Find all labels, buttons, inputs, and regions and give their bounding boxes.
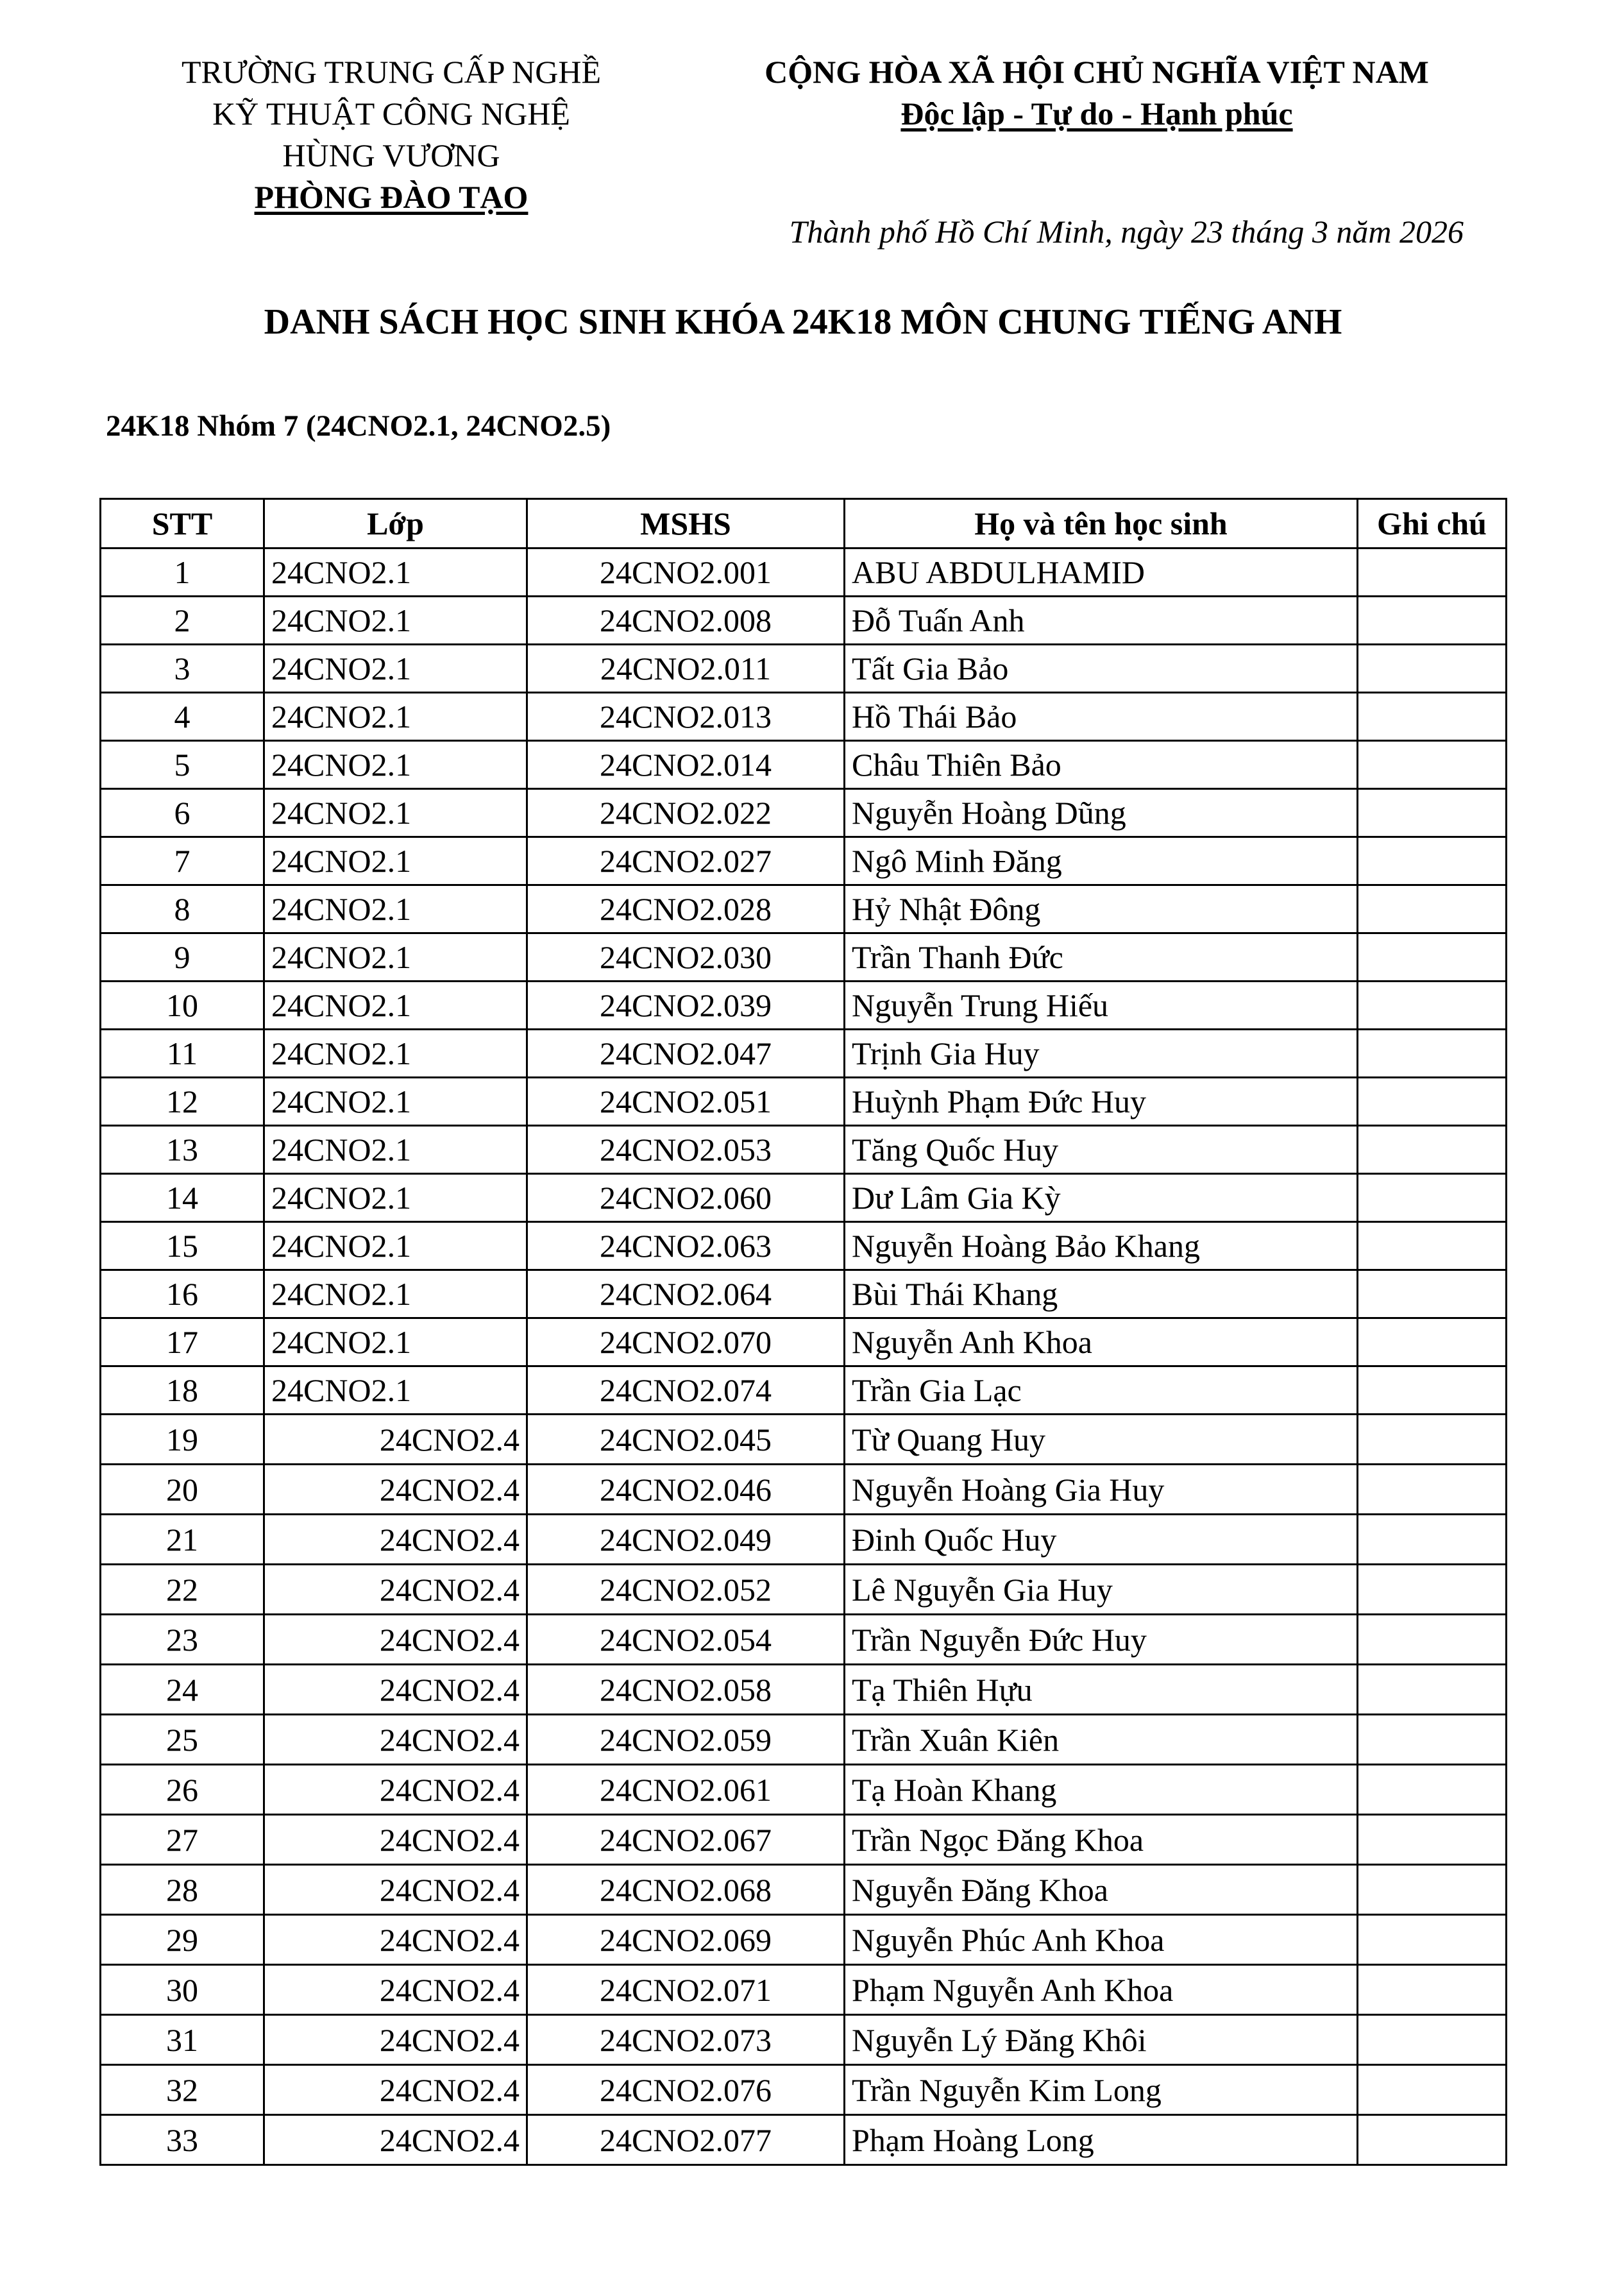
row-stt: 22 <box>101 1565 264 1615</box>
header-class: Lớp <box>264 499 527 548</box>
row-note <box>1358 1965 1507 2015</box>
table-row <box>101 982 1507 1030</box>
row-class: 24CNO2.1 <box>264 1174 527 1222</box>
row-student-id: 24CNO2.063 <box>527 1222 845 1270</box>
table-row <box>101 1615 1507 1665</box>
row-note <box>1358 1078 1507 1126</box>
row-note <box>1358 1915 1507 1965</box>
row-student-id: 24CNO2.074 <box>527 1366 845 1415</box>
row-class: 24CNO2.4 <box>264 1665 527 1715</box>
row-note <box>1358 1715 1507 1765</box>
row-class: 24CNO2.1 <box>264 837 527 885</box>
row-student-id: 24CNO2.047 <box>527 1030 845 1078</box>
row-student-name: Lê Nguyễn Gia Huy <box>845 1565 1358 1615</box>
row-class: 24CNO2.4 <box>264 1515 527 1565</box>
row-student-name: Đinh Quốc Huy <box>845 1515 1358 1565</box>
row-stt: 32 <box>101 2065 264 2115</box>
school-name-line1: TRƯỜNG TRUNG CẤP NGHỀ <box>181 54 602 90</box>
row-class: 24CNO2.4 <box>264 2115 527 2165</box>
row-note <box>1358 2015 1507 2065</box>
row-stt: 12 <box>101 1078 264 1126</box>
row-student-name: Trần Gia Lạc <box>845 1366 1358 1415</box>
row-note <box>1358 1415 1507 1465</box>
row-student-name: Phạm Hoàng Long <box>845 2115 1358 2165</box>
row-note <box>1358 1318 1507 1366</box>
row-student-name: Trần Xuân Kiên <box>845 1715 1358 1765</box>
row-student-id: 24CNO2.039 <box>527 982 845 1030</box>
row-stt: 29 <box>101 1915 264 1965</box>
row-student-name: Nguyễn Trung Hiếu <box>845 982 1358 1030</box>
row-stt: 13 <box>101 1126 264 1174</box>
row-stt: 31 <box>101 2015 264 2065</box>
row-note <box>1358 982 1507 1030</box>
table-row <box>101 548 1507 597</box>
row-student-name: Tạ Thiên Hựu <box>845 1665 1358 1715</box>
row-class: 24CNO2.1 <box>264 933 527 982</box>
row-class: 24CNO2.4 <box>264 1865 527 1915</box>
row-class: 24CNO2.1 <box>264 1270 527 1318</box>
row-class: 24CNO2.1 <box>264 693 527 741</box>
row-class: 24CNO2.4 <box>264 1815 527 1865</box>
row-student-id: 24CNO2.053 <box>527 1126 845 1174</box>
row-student-name: Bùi Thái Khang <box>845 1270 1358 1318</box>
row-student-id: 24CNO2.064 <box>527 1270 845 1318</box>
row-class: 24CNO2.1 <box>264 741 527 789</box>
row-note <box>1358 741 1507 789</box>
table-row <box>101 2015 1507 2065</box>
row-student-name: Đỗ Tuấn Anh <box>845 597 1358 645</box>
row-class: 24CNO2.1 <box>264 1030 527 1078</box>
row-student-id: 24CNO2.058 <box>527 1665 845 1715</box>
row-stt: 9 <box>101 933 264 982</box>
row-student-id: 24CNO2.059 <box>527 1715 845 1765</box>
row-student-id: 24CNO2.070 <box>527 1318 845 1366</box>
row-stt: 28 <box>101 1865 264 1915</box>
row-note <box>1358 1126 1507 1174</box>
row-class: 24CNO2.1 <box>264 789 527 837</box>
row-stt: 5 <box>101 741 264 789</box>
row-class: 24CNO2.1 <box>264 1126 527 1174</box>
row-student-name: Tất Gia Bảo <box>845 645 1358 693</box>
row-student-name: Tăng Quốc Huy <box>845 1126 1358 1174</box>
row-class: 24CNO2.1 <box>264 597 527 645</box>
row-class: 24CNO2.1 <box>264 1222 527 1270</box>
row-student-name: Nguyễn Hoàng Gia Huy <box>845 1465 1358 1515</box>
row-class: 24CNO2.1 <box>264 645 527 693</box>
table-row <box>101 933 1507 982</box>
table-row <box>101 1515 1507 1565</box>
national-header <box>699 51 1494 135</box>
row-student-name: Trịnh Gia Huy <box>845 1030 1358 1078</box>
row-student-id: 24CNO2.071 <box>527 1965 845 2015</box>
row-student-id: 24CNO2.011 <box>527 645 845 693</box>
table-row <box>101 1715 1507 1765</box>
table-row <box>101 2115 1507 2165</box>
table-row <box>101 645 1507 693</box>
row-student-name: Từ Quang Huy <box>845 1415 1358 1465</box>
department-name: PHÒNG ĐÀO TẠO <box>254 179 528 215</box>
national-title: CỘNG HÒA XÃ HỘI CHỦ NGHĨA VIỆT NAM <box>765 54 1429 90</box>
row-student-id: 24CNO2.067 <box>527 1815 845 1865</box>
row-stt: 17 <box>101 1318 264 1366</box>
header-stt: STT <box>101 499 264 548</box>
row-stt: 26 <box>101 1765 264 1815</box>
row-student-id: 24CNO2.051 <box>527 1078 845 1126</box>
row-student-id: 24CNO2.022 <box>527 789 845 837</box>
row-student-name: Ngô Minh Đăng <box>845 837 1358 885</box>
table-row <box>101 789 1507 837</box>
national-motto: Độc lập - Tự do - Hạnh phúc <box>900 96 1293 132</box>
row-class: 24CNO2.1 <box>264 1366 527 1415</box>
row-student-id: 24CNO2.027 <box>527 837 845 885</box>
row-stt: 21 <box>101 1515 264 1565</box>
row-student-name: ABU ABDULHAMID <box>845 548 1358 597</box>
row-student-name: Trần Nguyễn Đức Huy <box>845 1615 1358 1665</box>
row-note <box>1358 1465 1507 1515</box>
row-student-id: 24CNO2.069 <box>527 1915 845 1965</box>
table-row <box>101 1126 1507 1174</box>
row-student-id: 24CNO2.052 <box>527 1565 845 1615</box>
table-row <box>101 1415 1507 1465</box>
row-note <box>1358 1665 1507 1715</box>
row-note <box>1358 1366 1507 1415</box>
row-stt: 4 <box>101 693 264 741</box>
table-row <box>101 1815 1507 1865</box>
table-row <box>101 693 1507 741</box>
table-row <box>101 1318 1507 1366</box>
row-student-id: 24CNO2.045 <box>527 1415 845 1465</box>
row-student-id: 24CNO2.028 <box>527 885 845 933</box>
row-stt: 7 <box>101 837 264 885</box>
table-row <box>101 597 1507 645</box>
group-label: 24K18 Nhóm 7 (24CNO2.1, 24CNO2.5) <box>106 409 611 443</box>
row-note <box>1358 1565 1507 1615</box>
row-note <box>1358 1174 1507 1222</box>
table-row <box>101 1030 1507 1078</box>
row-note <box>1358 645 1507 693</box>
table-row <box>101 741 1507 789</box>
row-student-name: Hồ Thái Bảo <box>845 693 1358 741</box>
table-row <box>101 2065 1507 2115</box>
row-student-name: Phạm Nguyễn Anh Khoa <box>845 1965 1358 2015</box>
row-note <box>1358 1515 1507 1565</box>
row-class: 24CNO2.4 <box>264 1965 527 2015</box>
row-student-id: 24CNO2.008 <box>527 597 845 645</box>
row-note <box>1358 2115 1507 2165</box>
row-stt: 25 <box>101 1715 264 1765</box>
row-stt: 30 <box>101 1965 264 2015</box>
row-note <box>1358 1815 1507 1865</box>
date-line: Thành phố Hồ Chí Minh, ngày 23 tháng 3 năm 2026 <box>789 214 1464 250</box>
table-row <box>101 1366 1507 1415</box>
table-row <box>101 1565 1507 1615</box>
row-class: 24CNO2.4 <box>264 1615 527 1665</box>
row-stt: 24 <box>101 1665 264 1715</box>
header-note: Ghi chú <box>1358 499 1507 548</box>
row-student-name: Châu Thiên Bảo <box>845 741 1358 789</box>
table-row <box>101 1765 1507 1815</box>
row-stt: 14 <box>101 1174 264 1222</box>
table-row <box>101 1865 1507 1915</box>
row-student-name: Huỳnh Phạm Đức Huy <box>845 1078 1358 1126</box>
header-student-id: MSHS <box>527 499 845 548</box>
row-student-id: 24CNO2.046 <box>527 1465 845 1515</box>
row-class: 24CNO2.4 <box>264 2065 527 2115</box>
row-class: 24CNO2.4 <box>264 1915 527 1965</box>
row-class: 24CNO2.4 <box>264 1415 527 1465</box>
row-stt: 10 <box>101 982 264 1030</box>
table-header-row <box>101 499 1507 548</box>
row-stt: 18 <box>101 1366 264 1415</box>
row-student-id: 24CNO2.014 <box>527 741 845 789</box>
row-note <box>1358 2065 1507 2115</box>
school-name-line3: HÙNG VƯƠNG <box>282 137 500 173</box>
row-note <box>1358 1765 1507 1815</box>
row-student-id: 24CNO2.068 <box>527 1865 845 1915</box>
table-row <box>101 885 1507 933</box>
school-name-line2: KỸ THUẬT CÔNG NGHỆ <box>212 96 570 132</box>
row-student-name: Dư Lâm Gia Kỳ <box>845 1174 1358 1222</box>
row-stt: 8 <box>101 885 264 933</box>
row-class: 24CNO2.1 <box>264 885 527 933</box>
row-student-name: Nguyễn Phúc Anh Khoa <box>845 1915 1358 1965</box>
table-row <box>101 837 1507 885</box>
row-note <box>1358 693 1507 741</box>
row-stt: 33 <box>101 2115 264 2165</box>
row-note <box>1358 1030 1507 1078</box>
row-note <box>1358 1865 1507 1915</box>
row-note <box>1358 885 1507 933</box>
row-note <box>1358 1270 1507 1318</box>
student-table <box>99 498 1507 2166</box>
header-student-name: Họ và tên học sinh <box>845 499 1358 548</box>
row-student-id: 24CNO2.061 <box>527 1765 845 1815</box>
row-stt: 6 <box>101 789 264 837</box>
row-stt: 3 <box>101 645 264 693</box>
document-title: DANH SÁCH HỌC SINH KHÓA 24K18 MÔN CHUNG TIẾNG ANH <box>264 302 1342 342</box>
row-note <box>1358 1222 1507 1270</box>
row-stt: 27 <box>101 1815 264 1865</box>
row-stt: 20 <box>101 1465 264 1515</box>
row-stt: 1 <box>101 548 264 597</box>
row-note <box>1358 837 1507 885</box>
row-student-id: 24CNO2.049 <box>527 1515 845 1565</box>
row-class: 24CNO2.4 <box>264 1715 527 1765</box>
row-class: 24CNO2.1 <box>264 548 527 597</box>
row-student-name: Nguyễn Lý Đăng Khôi <box>845 2015 1358 2065</box>
row-student-name: Trần Ngọc Đăng Khoa <box>845 1815 1358 1865</box>
table-row <box>101 1665 1507 1715</box>
table-body <box>101 548 1507 2165</box>
table-row <box>101 1465 1507 1515</box>
row-class: 24CNO2.4 <box>264 2015 527 2065</box>
row-class: 24CNO2.4 <box>264 1565 527 1615</box>
row-stt: 11 <box>101 1030 264 1078</box>
row-student-id: 24CNO2.060 <box>527 1174 845 1222</box>
row-student-id: 24CNO2.077 <box>527 2115 845 2165</box>
row-class: 24CNO2.1 <box>264 982 527 1030</box>
row-student-name: Hỷ Nhật Đông <box>845 885 1358 933</box>
table-row <box>101 1222 1507 1270</box>
row-student-id: 24CNO2.001 <box>527 548 845 597</box>
table-row <box>101 1270 1507 1318</box>
row-class: 24CNO2.4 <box>264 1465 527 1515</box>
row-stt: 2 <box>101 597 264 645</box>
row-student-id: 24CNO2.030 <box>527 933 845 982</box>
table-row <box>101 1965 1507 2015</box>
row-student-name: Tạ Hoàn Khang <box>845 1765 1358 1815</box>
row-note <box>1358 933 1507 982</box>
row-student-name: Nguyễn Hoàng Bảo Khang <box>845 1222 1358 1270</box>
row-class: 24CNO2.1 <box>264 1078 527 1126</box>
row-class: 24CNO2.4 <box>264 1765 527 1815</box>
row-note <box>1358 1615 1507 1665</box>
row-student-name: Trần Thanh Đức <box>845 933 1358 982</box>
table-row <box>101 1174 1507 1222</box>
school-header <box>128 51 654 218</box>
row-student-id: 24CNO2.013 <box>527 693 845 741</box>
table-row <box>101 1078 1507 1126</box>
row-stt: 23 <box>101 1615 264 1665</box>
row-note <box>1358 548 1507 597</box>
row-note <box>1358 789 1507 837</box>
row-stt: 16 <box>101 1270 264 1318</box>
row-student-name: Nguyễn Đăng Khoa <box>845 1865 1358 1915</box>
table-row <box>101 1915 1507 1965</box>
row-class: 24CNO2.1 <box>264 1318 527 1366</box>
row-student-name: Trần Nguyễn Kim Long <box>845 2065 1358 2115</box>
row-student-id: 24CNO2.073 <box>527 2015 845 2065</box>
row-student-name: Nguyễn Anh Khoa <box>845 1318 1358 1366</box>
row-student-id: 24CNO2.054 <box>527 1615 845 1665</box>
row-student-id: 24CNO2.076 <box>527 2065 845 2115</box>
row-student-name: Nguyễn Hoàng Dũng <box>845 789 1358 837</box>
row-note <box>1358 597 1507 645</box>
row-stt: 19 <box>101 1415 264 1465</box>
row-stt: 15 <box>101 1222 264 1270</box>
